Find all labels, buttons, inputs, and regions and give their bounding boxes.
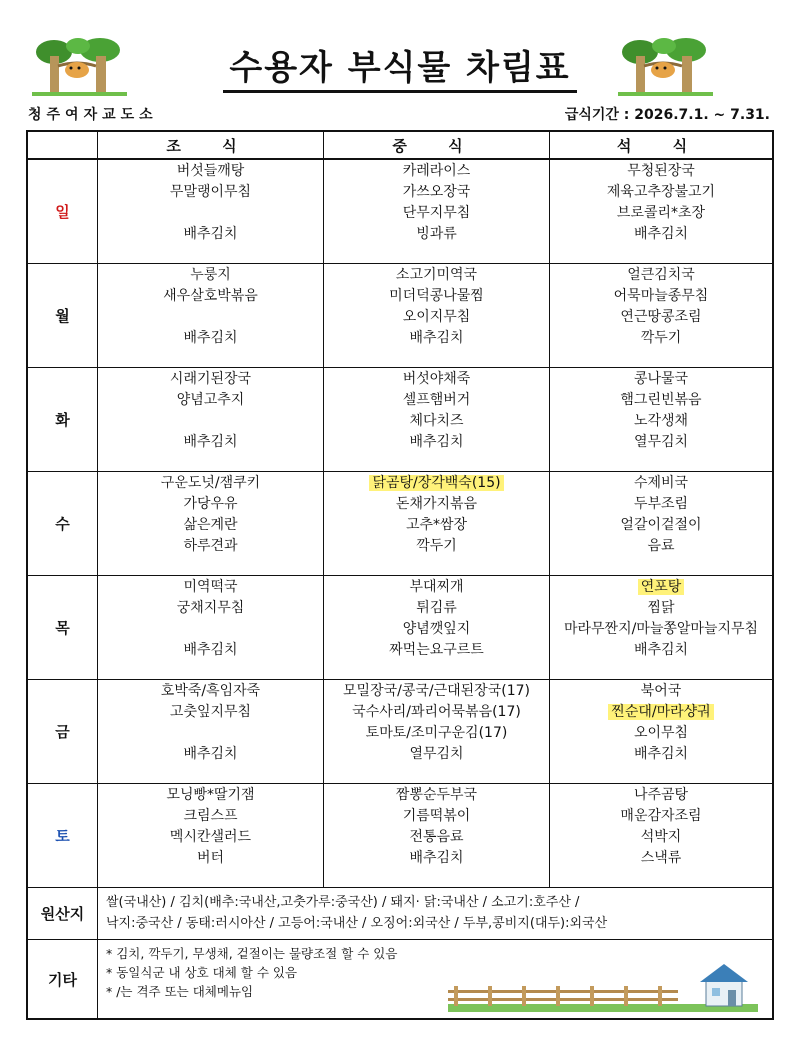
menu-item xyxy=(324,598,549,619)
breakfast-cell xyxy=(98,472,324,575)
menu-item-text: 소고기미역국 xyxy=(395,267,478,283)
menu-item-text: 수제비국 xyxy=(633,475,689,491)
origin-line: 쌀(국내산) / 김치(배추:국내산,고춧가루:중국산) / 돼지· 닭:국내산 / 소고기:호주산 / xyxy=(106,895,580,910)
menu-item-text: 배추김치 xyxy=(183,226,238,242)
menu-item xyxy=(324,307,549,328)
menu-item-text: 깍두기 xyxy=(416,538,457,554)
menu-item xyxy=(550,577,772,598)
menu-item-text: 무청된장국 xyxy=(627,163,695,179)
menu-item xyxy=(550,515,772,536)
menu-item xyxy=(550,598,772,619)
menu-item-text: 짜먹는요구르트 xyxy=(389,642,484,658)
menu-item-text: 열무김치 xyxy=(633,434,689,450)
menu-item-text: 배추김치 xyxy=(409,330,464,346)
day-label: 금 xyxy=(28,680,98,783)
menu-item-text: 노각생채 xyxy=(633,413,689,429)
table-header-row xyxy=(28,132,772,160)
menu-item-text: 셀프햄버거 xyxy=(402,392,471,408)
menu-item-text: 햄그린빈볶음 xyxy=(620,392,702,408)
menu-item xyxy=(324,265,549,286)
day-row xyxy=(28,680,772,784)
menu-item xyxy=(324,806,549,827)
menu-item xyxy=(98,702,323,723)
header-lunch: 중 식 xyxy=(324,132,550,158)
menu-item-text: 무말랭이무침 xyxy=(169,184,252,200)
menu-item-text: 시래기된장국 xyxy=(169,371,252,387)
menu-item-text: 연근땅콩조림 xyxy=(620,309,702,325)
day-row xyxy=(28,264,772,368)
origin-line: 낙지:중국산 / 동태:러시아산 / 고등어:국내산 / 오징어:외국산 / 두부,콩비지(대두):외국산 xyxy=(106,916,608,931)
menu-item-text: 하루견과 xyxy=(183,538,238,554)
menu-item xyxy=(550,203,772,224)
menu-item xyxy=(324,577,549,598)
menu-item xyxy=(324,723,549,744)
menu-item-text: 미더덕콩나물찜 xyxy=(389,288,484,304)
menu-item xyxy=(98,224,323,245)
menu-item-text: 배추김치 xyxy=(633,642,689,658)
day-label: 월 xyxy=(28,264,98,367)
menu-item-text: 매운감자조림 xyxy=(620,808,702,824)
menu-item xyxy=(98,515,323,536)
menu-item xyxy=(550,224,772,245)
breakfast-cell xyxy=(98,680,324,783)
menu-item-text: 배추김치 xyxy=(633,226,689,242)
menu-item xyxy=(550,286,772,307)
menu-item-text: 브로콜리*초장 xyxy=(616,205,706,221)
menu-item xyxy=(324,494,549,515)
menu-item xyxy=(98,848,323,869)
menu-item xyxy=(550,827,772,848)
menu-item xyxy=(550,723,772,744)
menu-item-text: 배추김치 xyxy=(633,746,689,762)
note-line: * 김치, 깍두기, 무생채, 겉절이는 물량조절 할 수 있음 xyxy=(106,946,398,961)
menu-item-text: 배추김치 xyxy=(409,850,464,866)
menu-item-text: 북어국 xyxy=(640,683,682,699)
notes-row xyxy=(28,940,772,1018)
menu-item xyxy=(324,744,549,765)
menu-item xyxy=(98,473,323,494)
lunch-cell xyxy=(324,472,550,575)
menu-item-text: 얼큰김치국 xyxy=(627,267,695,283)
header-dinner: 석 식 xyxy=(616,136,706,155)
menu-item xyxy=(550,432,772,453)
menu-item-text: 토마토/조미구운김(17) xyxy=(365,725,508,741)
menu-item xyxy=(98,785,323,806)
serving-period: 급식기간 : 2026.7.1. ~ 7.31. xyxy=(564,107,770,123)
menu-item-text: 빙과류 xyxy=(416,226,457,242)
menu-item-text: 음료 xyxy=(647,538,675,554)
day-label: 일 xyxy=(28,160,98,263)
day-row xyxy=(28,368,772,472)
menu-item xyxy=(550,473,772,494)
menu-item-text: 스낵류 xyxy=(640,850,682,866)
dinner-cell xyxy=(550,576,772,679)
menu-table xyxy=(26,130,774,1020)
breakfast-cell xyxy=(98,368,324,471)
menu-item xyxy=(550,265,772,286)
menu-item-text: 콩나물국 xyxy=(633,371,689,387)
menu-item-text: 호박죽/흑임자죽 xyxy=(160,683,261,699)
dinner-cell xyxy=(550,680,772,783)
menu-item-text: 전통음료 xyxy=(409,829,464,845)
menu-item xyxy=(324,515,549,536)
menu-item xyxy=(98,744,323,765)
menu-item-text: 새우살호박볶음 xyxy=(163,288,258,304)
menu-item-text: 미역떡국 xyxy=(183,579,238,595)
highlighted-menu-item-text: 찐순대/마라샹궈 xyxy=(608,704,713,720)
notes-label: 기타 xyxy=(28,940,98,1018)
menu-item-text: 오이지무침 xyxy=(402,309,471,325)
day-label: 수 xyxy=(28,472,98,575)
menu-item xyxy=(98,640,323,661)
day-label: 토 xyxy=(28,784,98,887)
menu-item-text: 배추김치 xyxy=(409,434,464,450)
origin-text xyxy=(98,888,772,939)
menu-item-text: 국수사리/꽈리어묵볶음(17) xyxy=(352,704,521,720)
menu-item-text: 배추김치 xyxy=(183,434,238,450)
menu-item xyxy=(550,806,772,827)
menu-item-text: 양념깻잎지 xyxy=(402,621,471,637)
menu-item xyxy=(324,827,549,848)
menu-item-text: 두부조림 xyxy=(633,496,689,512)
menu-item-text: 크림스프 xyxy=(183,808,238,824)
menu-item xyxy=(98,432,323,453)
day-rows xyxy=(28,160,772,888)
menu-item xyxy=(98,307,323,328)
institution-name: 청주여자교도소 xyxy=(28,107,158,123)
menu-item-text: 고춧잎지무침 xyxy=(169,704,252,720)
menu-item xyxy=(98,806,323,827)
menu-item-text: 돈채가지볶음 xyxy=(395,496,478,512)
dinner-cell xyxy=(550,472,772,575)
menu-item xyxy=(550,619,772,640)
menu-item-text: 마라무짠지/마늘쫑알마늘지무침 xyxy=(563,621,759,637)
breakfast-cell xyxy=(98,784,324,887)
day-row xyxy=(28,784,772,888)
menu-item xyxy=(550,182,772,203)
menu-item-text: 제육고추장불고기 xyxy=(606,184,716,200)
lunch-cell xyxy=(324,160,550,263)
menu-item xyxy=(550,640,772,661)
menu-item-text: 짬뽕순두부국 xyxy=(395,787,478,803)
menu-item xyxy=(98,161,323,182)
menu-item-text: 체다치즈 xyxy=(409,413,464,429)
menu-item xyxy=(98,182,323,203)
highlighted-menu-item-text: 닭곰탕/장각백숙(15) xyxy=(369,475,503,491)
menu-item-text: 배추김치 xyxy=(183,746,238,762)
menu-item xyxy=(98,619,323,640)
lunch-cell xyxy=(324,680,550,783)
page-title: 수용자 부식물 차림표 xyxy=(0,40,800,89)
menu-item xyxy=(550,744,772,765)
header-day-cell xyxy=(28,132,98,158)
menu-item xyxy=(98,390,323,411)
menu-item xyxy=(98,494,323,515)
menu-item xyxy=(324,369,549,390)
menu-item xyxy=(324,473,549,494)
menu-item-text: 배추김치 xyxy=(183,330,238,346)
menu-item-text: 궁채지무침 xyxy=(176,600,245,616)
breakfast-cell xyxy=(98,576,324,679)
dinner-cell xyxy=(550,368,772,471)
menu-item xyxy=(324,203,549,224)
menu-item-text: 누룽지 xyxy=(190,267,231,283)
menu-item xyxy=(324,411,549,432)
lunch-cell xyxy=(324,784,550,887)
menu-item xyxy=(98,203,323,224)
dinner-cell xyxy=(550,160,772,263)
lunch-cell xyxy=(324,576,550,679)
highlighted-menu-item-text: 연포탕 xyxy=(638,579,685,595)
menu-item xyxy=(550,390,772,411)
menu-item-text: 오이무침 xyxy=(633,725,689,741)
menu-item xyxy=(98,328,323,349)
menu-item xyxy=(550,307,772,328)
menu-item-text: 버섯야채죽 xyxy=(402,371,471,387)
menu-item-text: 석박지 xyxy=(640,829,682,845)
menu-item-text: 배추김치 xyxy=(183,642,238,658)
menu-item-text: 고추*쌈장 xyxy=(405,517,468,533)
menu-item xyxy=(324,536,549,557)
menu-item xyxy=(98,369,323,390)
menu-item xyxy=(324,681,549,702)
menu-item-text: 기름떡볶이 xyxy=(402,808,471,824)
menu-item xyxy=(98,536,323,557)
menu-item-text: 나주곰탕 xyxy=(633,787,689,803)
menu-item xyxy=(98,827,323,848)
dinner-cell xyxy=(550,264,772,367)
menu-item-text: 카레라이스 xyxy=(402,163,471,179)
menu-item-text: 멕시칸샐러드 xyxy=(169,829,252,845)
menu-item-text: 찜닭 xyxy=(647,600,675,616)
origin-label: 원산지 xyxy=(28,888,98,939)
menu-item xyxy=(550,411,772,432)
tree-cat-illustration-right xyxy=(618,36,713,96)
menu-item xyxy=(98,723,323,744)
dinner-cell xyxy=(550,784,772,887)
menu-item xyxy=(324,182,549,203)
note-line: * 동일식군 내 상호 대체 할 수 있음 xyxy=(106,965,298,980)
menu-item xyxy=(550,161,772,182)
menu-item-text: 단무지무침 xyxy=(402,205,471,221)
origin-row xyxy=(28,888,772,940)
menu-item xyxy=(550,785,772,806)
menu-item xyxy=(98,681,323,702)
menu-item xyxy=(324,286,549,307)
menu-item xyxy=(324,432,549,453)
menu-item xyxy=(550,369,772,390)
menu-item xyxy=(98,411,323,432)
menu-item xyxy=(550,702,772,723)
lunch-cell xyxy=(324,264,550,367)
menu-item-text: 모밀장국/콩국/근대된장국(17) xyxy=(343,683,530,699)
menu-item-text: 양념고추지 xyxy=(176,392,245,408)
menu-item xyxy=(98,265,323,286)
breakfast-cell xyxy=(98,264,324,367)
menu-item xyxy=(98,286,323,307)
menu-item xyxy=(550,848,772,869)
header-breakfast: 조 식 xyxy=(98,132,324,158)
notes-text xyxy=(98,940,772,1018)
day-label: 화 xyxy=(28,368,98,471)
header xyxy=(0,0,800,100)
menu-item xyxy=(324,224,549,245)
menu-item xyxy=(550,494,772,515)
menu-item xyxy=(324,328,549,349)
menu-item-text: 버섯들깨탕 xyxy=(176,163,245,179)
menu-item-text: 부대찌개 xyxy=(409,579,464,595)
menu-item-text: 모닝빵*딸기잼 xyxy=(166,787,255,803)
menu-item xyxy=(550,681,772,702)
menu-item-text: 삶은계란 xyxy=(183,517,238,533)
day-row xyxy=(28,472,772,576)
menu-item xyxy=(324,390,549,411)
menu-item-text: 버터 xyxy=(196,850,225,866)
day-label: 목 xyxy=(28,576,98,679)
menu-item xyxy=(550,536,772,557)
menu-item-text: 구운도넛/잼쿠키 xyxy=(160,475,261,491)
menu-item xyxy=(98,598,323,619)
menu-item xyxy=(98,577,323,598)
menu-item-text: 얼갈이겉절이 xyxy=(620,517,702,533)
day-row xyxy=(28,160,772,264)
menu-item xyxy=(324,785,549,806)
menu-item-text: 튀김류 xyxy=(416,600,457,616)
menu-item-text: 어묵마늘종무침 xyxy=(613,288,709,304)
menu-item xyxy=(324,702,549,723)
fence-house-illustration xyxy=(448,960,758,1012)
note-line: * /는 격주 또는 대체메뉴임 xyxy=(106,984,254,999)
day-row xyxy=(28,576,772,680)
menu-item xyxy=(324,640,549,661)
menu-item-text: 열무김치 xyxy=(409,746,464,762)
menu-item-text: 가쓰오장국 xyxy=(402,184,471,200)
menu-item-text: 깍두기 xyxy=(640,330,682,346)
breakfast-cell xyxy=(98,160,324,263)
menu-item-text: 가당우유 xyxy=(183,496,238,512)
menu-item xyxy=(550,328,772,349)
lunch-cell xyxy=(324,368,550,471)
menu-item xyxy=(324,619,549,640)
menu-item xyxy=(324,848,549,869)
menu-item xyxy=(324,161,549,182)
